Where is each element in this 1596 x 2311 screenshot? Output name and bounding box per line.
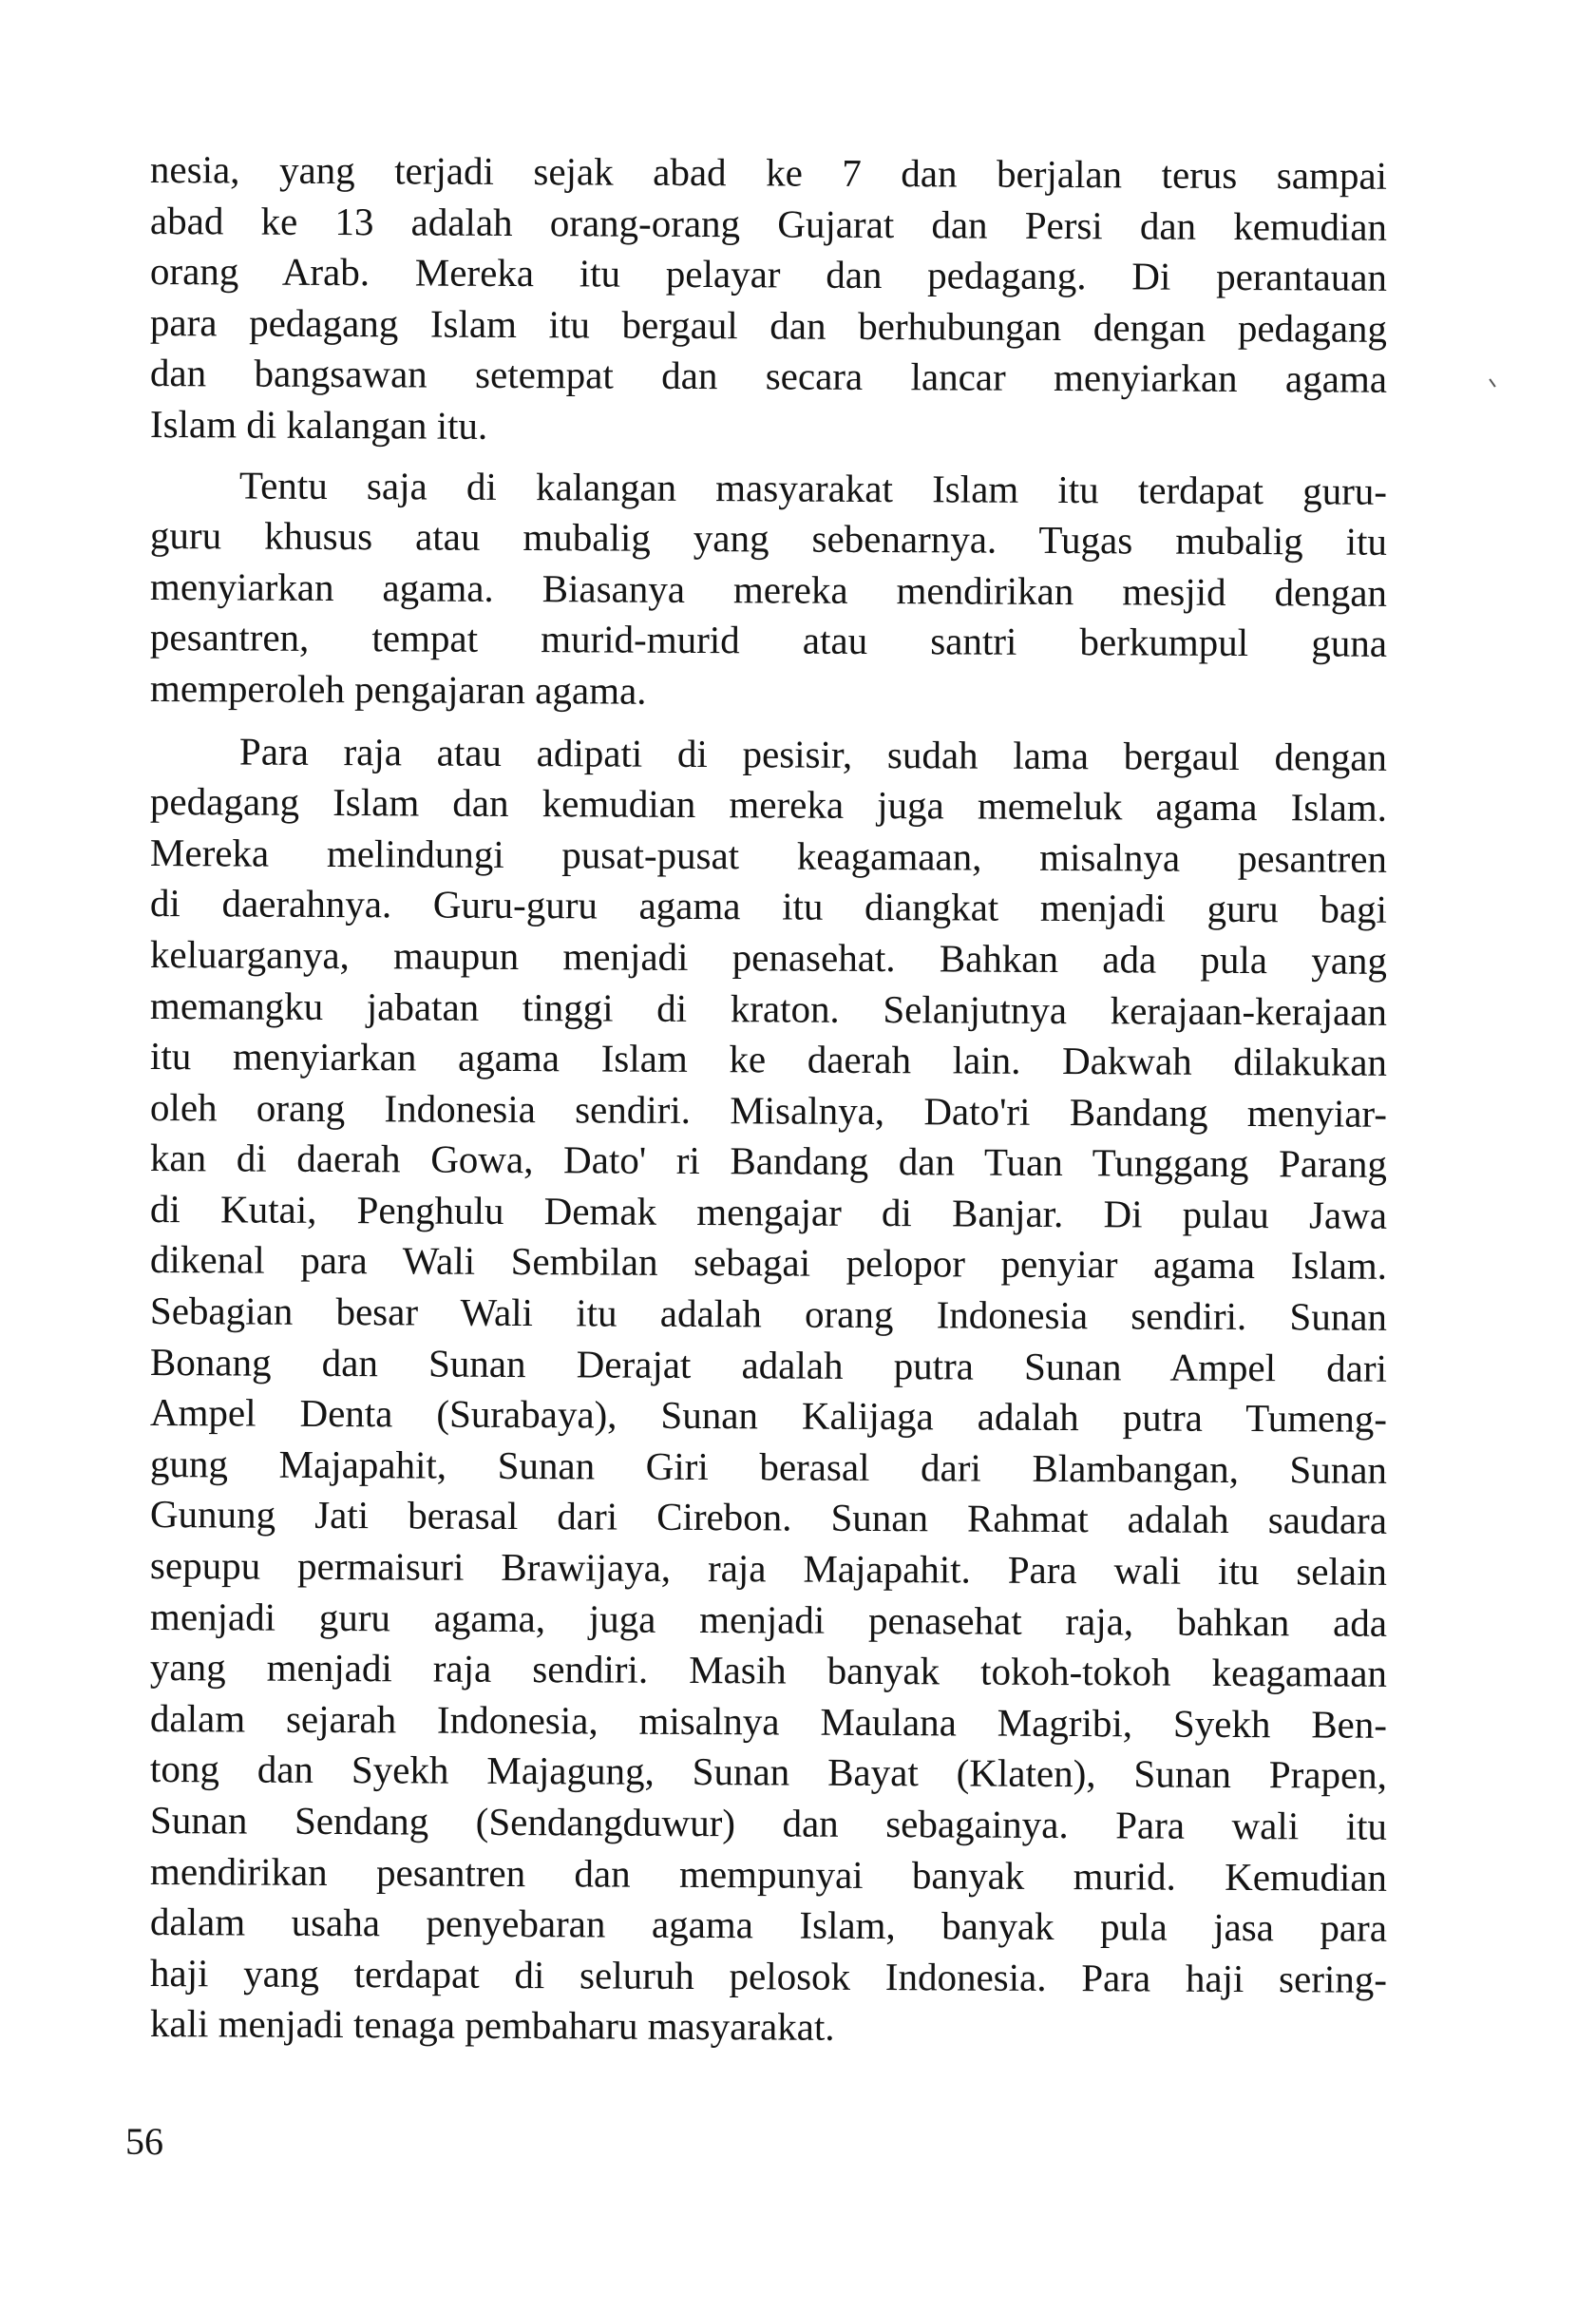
text-line: kan di daerah Gowa, Dato' ri Bandang dan Tuan Tunggang Parang: [149, 1136, 1388, 1187]
paragraph-1: [150, 144, 1387, 450]
text-line: dikenal para Wali Sembilan sebagai pelopor penyiar agama Islam.: [149, 1237, 1388, 1289]
text-line: para pedagang Islam itu bergaul dan berhubungan dengan pedagang: [149, 299, 1388, 351]
text-line: gung Majapahit, Sunan Giri berasal dari Blambangan, Sunan: [149, 1441, 1388, 1492]
text-line: Tentu saja di kalangan masyarakat Islam itu terdapat guru-: [238, 463, 1388, 513]
text-line: pedagang Islam dan kemudian mereka juga memeluk agama Islam.: [149, 779, 1388, 830]
text-line: Mereka melindungi pusat-pusat keagamaan, misalnya pesantren: [149, 830, 1388, 881]
text-line: mendirikan pesantren dan mempunyai banyak murid. Kemudian: [149, 1848, 1388, 1900]
text-line: menyiarkan agama. Biasanya mereka mendirikan mesjid dengan: [149, 563, 1388, 615]
text-line: nesia, yang terjadi sejak abad ke 7 dan berjalan terus sampai: [149, 147, 1388, 198]
text-line: pesantren, tempat murid-murid atau santri berkumpul guna: [149, 615, 1388, 666]
text-line: memangku jabatan tinggi di kraton. Selanjutnya kerajaan-kerajaan: [149, 983, 1388, 1034]
text-line: guru khusus atau mubalig yang sebenarnya. Tugas mubalig itu: [149, 513, 1388, 563]
text-line: haji yang terdapat di seluruh pelosok Indonesia. Para haji sering-: [149, 1950, 1388, 2001]
text-line: Sunan Sendang (Sendangduwur) dan sebagainya. Para wali itu: [149, 1798, 1388, 1848]
text-line: sepupu permaisuri Brawijaya, raja Majapahit. Para wali itu selain: [149, 1543, 1388, 1594]
text-line: Ampel Denta (Surabaya), Sunan Kalijaga adalah putra Tumeng-: [149, 1390, 1388, 1442]
scan-speck: [1489, 378, 1495, 387]
body-text: [150, 144, 1387, 2055]
paragraph-2: [150, 460, 1387, 715]
text-line: di Kutai, Penghulu Demak mengajar di Banjar. Di pulau Jawa: [149, 1186, 1388, 1237]
text-line: keluarganya, maupun menjadi penasehat. Bahkan ada pula yang: [149, 931, 1388, 983]
text-line: itu menyiarkan agama Islam ke daerah lain. Dakwah dilakukan: [149, 1034, 1388, 1084]
text-line: abad ke 13 adalah orang-orang Gujarat dan Persi dan kemudian: [149, 198, 1388, 249]
text-line: Islam di kalangan itu.: [149, 401, 488, 448]
text-line: kali menjadi tenaga pembaharu masyarakat.: [149, 2001, 835, 2050]
text-line: yang menjadi raja sendiri. Masih banyak tokoh-tokoh keagamaan: [149, 1645, 1388, 1696]
text-line: tong dan Syekh Majagung, Sunan Bayat (Klaten), Sunan Prapen,: [149, 1747, 1388, 1798]
text-line: dalam sejarah Indonesia, misalnya Maulana Magribi, Syekh Ben-: [149, 1695, 1388, 1747]
text-line: Bonang dan Sunan Derajat adalah putra Sunan Ampel dari: [149, 1339, 1388, 1390]
text-line: di daerahnya. Guru-guru agama itu diangkat menjadi guru bagi: [149, 881, 1388, 932]
text-line: Gunung Jati berasal dari Cirebon. Sunan Rahmat adalah saudara: [149, 1492, 1388, 1543]
text-line: dalam usaha penyebaran agama Islam, banyak pula jasa para: [149, 1900, 1388, 1951]
text-line: menjadi guru agama, juga menjadi penasehat raja, bahkan ada: [149, 1594, 1388, 1645]
paragraph-3: [150, 726, 1387, 2050]
text-line: dan bangsawan setempat dan secara lancar menyiarkan agama: [149, 351, 1388, 402]
text-line: orang Arab. Mereka itu pelayar dan pedagang. Di perantauan: [149, 249, 1388, 300]
text-line: Sebagian besar Wali itu adalah orang Indonesia sendiri. Sunan: [149, 1289, 1388, 1339]
text-line: Para raja atau adipati di pesisir, sudah lama bergaul dengan: [238, 729, 1388, 779]
text-line: memperoleh pengajaran agama.: [149, 665, 647, 713]
text-line: oleh orang Indonesia sendiri. Misalnya, Dato'ri Bandang menyiar-: [149, 1084, 1388, 1136]
page-number: 56: [125, 2120, 163, 2163]
